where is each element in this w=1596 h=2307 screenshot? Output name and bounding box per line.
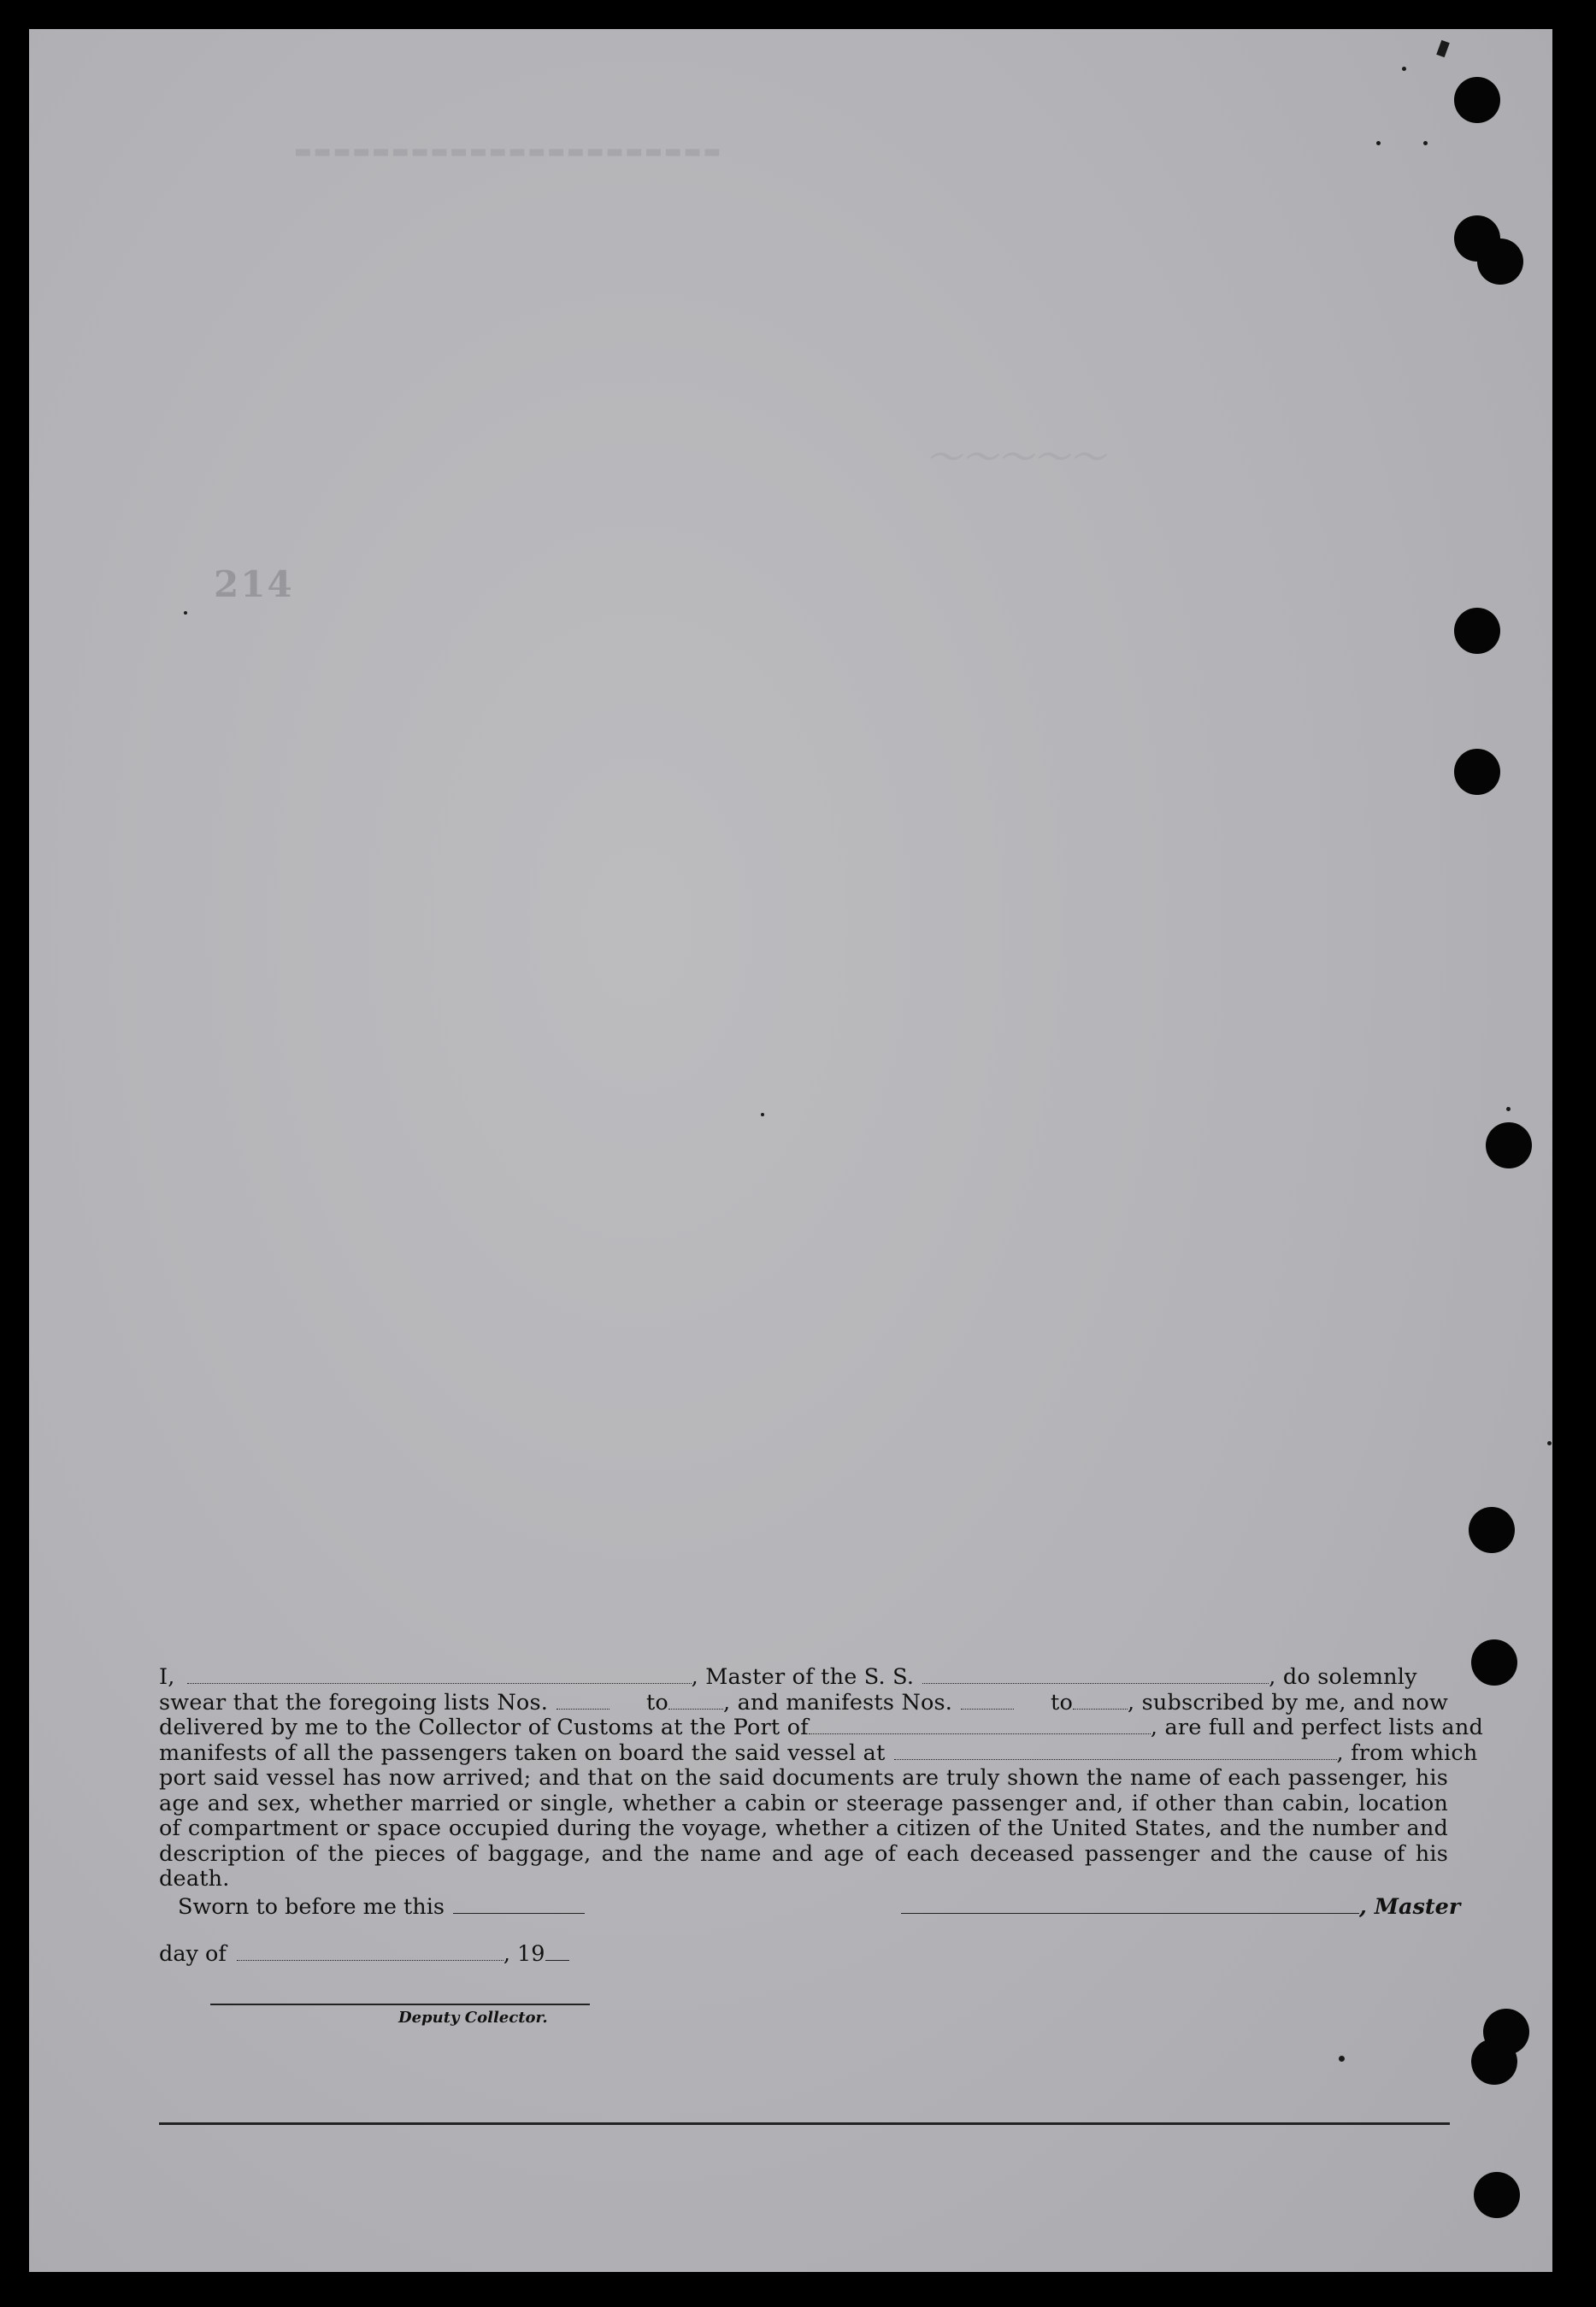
port-field[interactable] xyxy=(809,1716,1151,1734)
ink-speck xyxy=(184,611,187,615)
manifests-to-field[interactable] xyxy=(1073,1692,1128,1710)
oath-text: swear that the foregoing lists Nos. xyxy=(159,1689,549,1716)
oath-line-4 xyxy=(159,1739,1478,1767)
master-label: , Master xyxy=(1359,1894,1461,1920)
document-page xyxy=(29,29,1552,2272)
oath-text: , are full and perfect lists and xyxy=(1150,1715,1483,1740)
oath-text: , and manifests Nos. xyxy=(722,1689,953,1716)
embarkation-port-field[interactable] xyxy=(894,1742,1337,1760)
ink-speck xyxy=(1376,141,1381,145)
oath-text: , do solemnly xyxy=(1269,1664,1417,1690)
punch-hole xyxy=(1469,1507,1515,1553)
year-prefix: , 19 xyxy=(503,1941,545,1967)
punch-hole xyxy=(1471,2039,1517,2085)
punch-hole xyxy=(1454,608,1500,654)
bottom-rule xyxy=(159,2122,1450,2125)
faded-bleedthrough-header: ▬▬▬▬▬▬▬▬▬▬▬▬▬▬▬▬▬▬▬▬▬▬ xyxy=(294,140,723,162)
master-signature-line xyxy=(901,1894,1460,1920)
master-signature-field[interactable] xyxy=(901,1896,1359,1914)
punch-hole xyxy=(1471,1639,1517,1686)
oath-text: , subscribed by me, and now xyxy=(1128,1689,1449,1716)
oath-text: delivered by me to the Collector of Customs at the Port of xyxy=(159,1715,809,1740)
oath-text: to xyxy=(1051,1689,1074,1716)
day-of-line xyxy=(159,1941,569,1967)
ink-speck xyxy=(1423,141,1428,145)
sworn-date-field[interactable] xyxy=(453,1896,585,1914)
ink-speck xyxy=(1339,2056,1345,2062)
year-field[interactable] xyxy=(545,1943,569,1961)
punch-hole xyxy=(1474,2172,1520,2218)
lists-from-field[interactable] xyxy=(557,1692,610,1710)
ink-speck xyxy=(1402,67,1406,71)
lists-to-field[interactable] xyxy=(668,1692,723,1710)
punch-hole xyxy=(1477,238,1523,285)
month-field[interactable] xyxy=(237,1943,504,1961)
manifests-from-field[interactable] xyxy=(961,1692,1014,1710)
day-of-label: day of xyxy=(159,1941,227,1967)
oath-text: to xyxy=(645,1689,668,1716)
ink-speck xyxy=(761,1113,764,1116)
oath-text: I, xyxy=(159,1664,175,1690)
punch-hole xyxy=(1454,77,1500,123)
oath-text: , from which xyxy=(1336,1739,1478,1766)
deputy-collector-label: Deputy Collector. xyxy=(398,2009,548,2027)
faded-page-number: 214 xyxy=(214,563,294,605)
ink-speck xyxy=(1506,1107,1511,1111)
oath-body: port said vessel has now arrived; and that on the said documents are truly shown the name of each passenger, his age and sex, whether married or single, whether a cabin or steerage passenger and, if other than cabin, location of compartment or space occupied during the voyage, whether a citizen of the United States, and the number and description of the pieces of baggage, and the name and age of each deceased passenger and the cause of his death. xyxy=(159,1765,1448,1892)
ink-speck xyxy=(1547,1441,1552,1445)
vessel-name-field[interactable] xyxy=(922,1666,1269,1684)
deputy-signature-field[interactable] xyxy=(210,2004,590,2005)
oath-line-3 xyxy=(159,1715,1483,1741)
punch-hole xyxy=(1486,1122,1532,1168)
oath-line-1 xyxy=(159,1665,1448,1691)
oath-text: manifests of all the passengers taken on board the said vessel at xyxy=(159,1739,886,1766)
oath-text: , Master of the S. S. xyxy=(691,1664,915,1690)
faded-bleedthrough-signature: ～～～～～ xyxy=(927,438,1106,478)
oath-paragraph xyxy=(159,1664,1483,1892)
sworn-label: Sworn to before me this xyxy=(178,1894,445,1920)
master-name-field[interactable] xyxy=(187,1666,692,1684)
sworn-line xyxy=(178,1894,585,1920)
punch-hole xyxy=(1454,749,1500,795)
oath-line-2 xyxy=(159,1691,1448,1716)
